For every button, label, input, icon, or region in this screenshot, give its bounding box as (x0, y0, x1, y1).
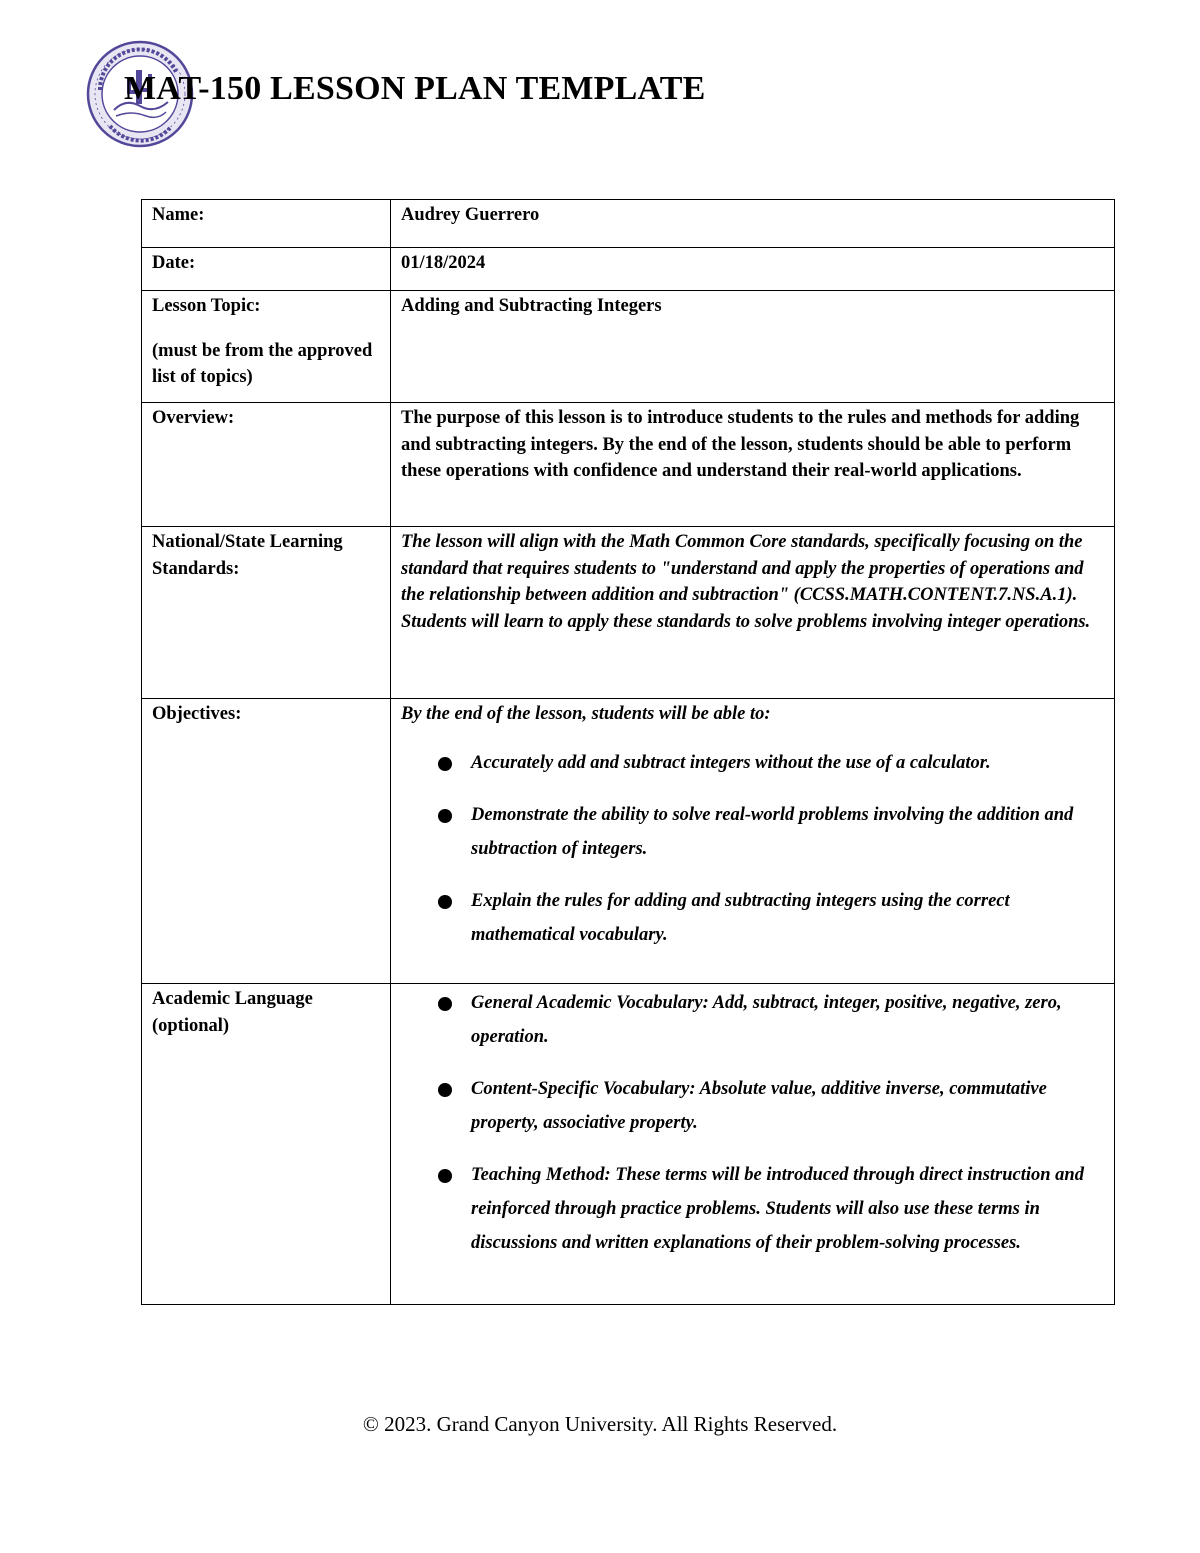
standards-value: The lesson will align with the Math Common Core standards, specifically focusing on the standard that requires students to "understand and apply the properties of operations and the relationship between addition and subtraction" (CCSS.MATH.CONTENT.7.NS.A.1). Students will learn to apply these standards to solve problems involving integer operations. (391, 527, 1115, 699)
list-item: General Academic Vocabulary: Add, subtract, integer, positive, negative, zero, operation. (471, 986, 1104, 1054)
lesson-plan-table (141, 199, 1115, 1305)
list-item: Content-Specific Vocabulary: Absolute value, additive inverse, commutative property, associative property. (471, 1072, 1104, 1140)
topic-value: Adding and Subtracting Integers (391, 291, 1115, 403)
language-label: Academic Language (optional) (142, 984, 391, 1305)
table-row-overview (142, 403, 1115, 527)
table-row-standards (142, 527, 1115, 699)
objectives-intro: By the end of the lesson, students will be able to: (401, 704, 771, 724)
copyright-footer: © 2023. Grand Canyon University. All Rights Reserved. (362, 1412, 838, 1436)
topic-note: (must be from the approved list of topics) (152, 340, 373, 387)
topic-label: Lesson Topic: (152, 296, 261, 316)
standards-label: National/State Learning Standards: (142, 527, 391, 699)
list-item: Accurately add and subtract integers without the use of a calculator. (471, 746, 1104, 780)
name-label: Name: (142, 200, 391, 248)
table-row-date (142, 248, 1115, 291)
document-title: MAT-150 LESSON PLAN TEMPLATE (124, 70, 706, 107)
date-label: Date: (142, 248, 391, 291)
table-row-objectives (142, 699, 1115, 984)
list-item: Demonstrate the ability to solve real-world problems involving the addition and subtraction of integers. (471, 798, 1104, 866)
objectives-cell (391, 699, 1115, 984)
objectives-label: Objectives: (142, 699, 391, 984)
list-item: Explain the rules for adding and subtracting integers using the correct mathematical vocabulary. (471, 884, 1104, 952)
table-row-academic-language (142, 984, 1115, 1305)
list-item: Teaching Method: These terms will be introduced through direct instruction and reinforced through practice problems. Students will also use these terms in discussions and written explanations of their problem-solving processes. (471, 1158, 1104, 1260)
overview-label: Overview: (142, 403, 391, 527)
table-row-name (142, 200, 1115, 248)
topic-label-cell (142, 291, 391, 403)
name-value: Audrey Guerrero (391, 200, 1115, 248)
table-row-topic (142, 291, 1115, 403)
language-list (401, 986, 1104, 1260)
overview-value: The purpose of this lesson is to introduce students to the rules and methods for adding and subtracting integers. By the end of the lesson, students should be able to perform these operations with confidence and understand their real-world applications. (391, 403, 1115, 527)
objectives-list (401, 746, 1104, 952)
language-cell (391, 984, 1115, 1305)
date-value: 01/18/2024 (391, 248, 1115, 291)
